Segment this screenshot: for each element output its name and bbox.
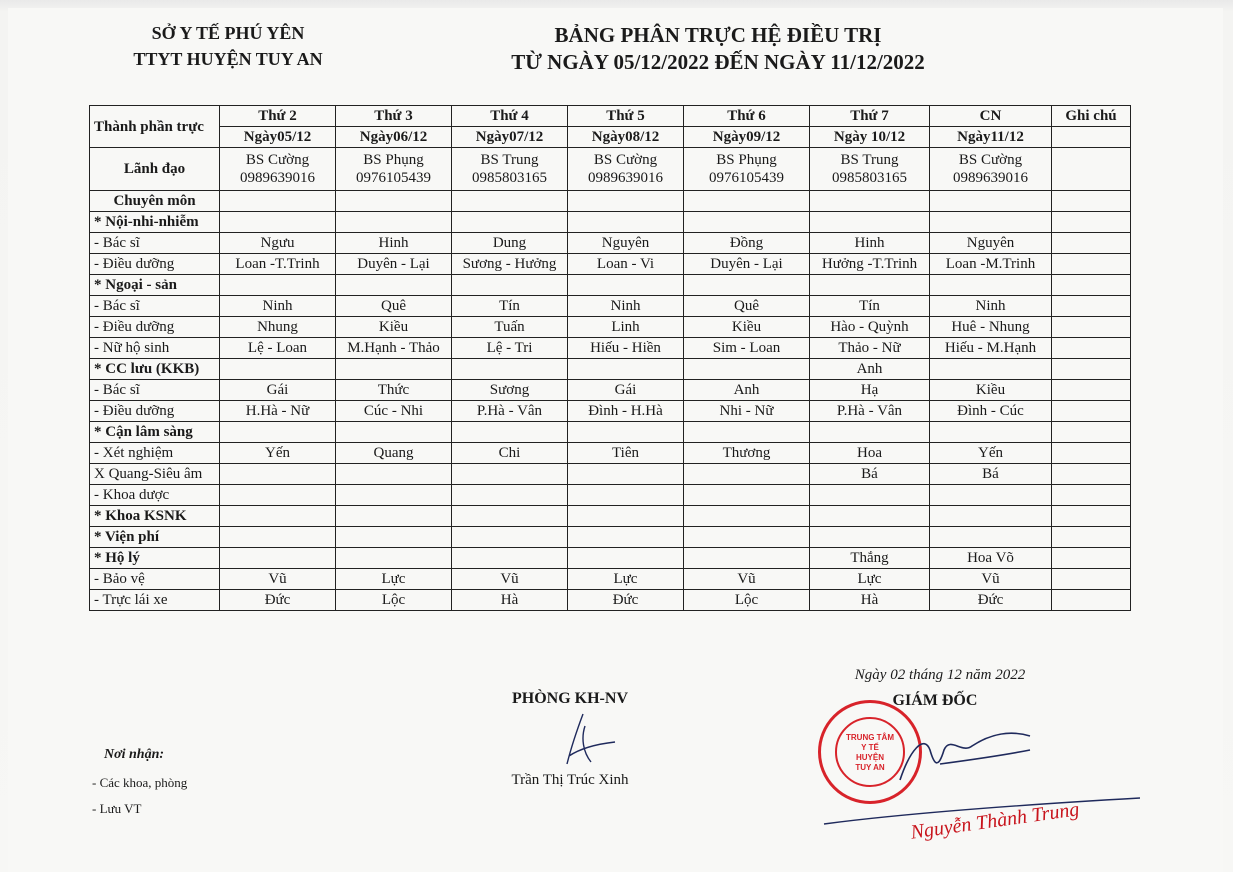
recipient-item: - Lưu VT [92,801,142,816]
duty-cell [684,527,810,548]
table-row [90,590,1131,611]
duty-cell [930,527,1052,548]
duty-cell [684,191,810,212]
duty-cell [930,275,1052,296]
seal-inner: TRUNG TÂM Y TẾ HUYỆN TUY AN [835,717,905,787]
duty-cell [568,191,684,212]
duty-cell [220,527,336,548]
leader-cell [684,148,810,191]
duty-cell [452,275,568,296]
row-label: - Điều dưỡng [90,401,220,422]
day-header: Thứ 5 [568,106,684,127]
duty-cell: Ninh [568,296,684,317]
duty-cell: Ninh [930,296,1052,317]
row-label: - Khoa dược [90,485,220,506]
duty-cell [452,485,568,506]
duty-cell: Anh [810,359,930,380]
duty-cell: Vũ [220,569,336,590]
notes-cell [1052,296,1131,317]
duty-cell: P.Hà - Vân [810,401,930,422]
duty-cell: Loan -T.Trinh [220,254,336,275]
table-row [90,212,1131,233]
table-row [90,254,1131,275]
duty-cell [684,359,810,380]
department-signer: Trần Thị Trúc Xinh [511,772,629,788]
duty-cell: Nguyên [930,233,1052,254]
duty-cell: Thắng [810,548,930,569]
table-row [90,191,1131,212]
leader-name: BS Cường [245,152,310,168]
duty-cell: Kiều [930,380,1052,401]
duty-cell [452,527,568,548]
duty-cell [336,506,452,527]
row-label: - Bác sĩ [90,233,220,254]
duty-cell [336,422,452,443]
row-label: * Ngoại - sản [90,275,220,296]
notes-cell [1052,127,1131,148]
duty-cell: Kiều [684,317,810,338]
duty-cell [684,485,810,506]
leader-phone: 0989639016 [953,170,1028,186]
duty-cell [220,212,336,233]
leader-phone: 0989639016 [588,170,663,186]
duty-cell [810,506,930,527]
duty-cell [336,275,452,296]
duty-cell: Lệ - Loan [220,338,336,359]
duty-cell [568,485,684,506]
duty-cell [220,485,336,506]
org-line-1: SỞ Y TẾ PHÚ YÊN [151,23,305,43]
date-header: Ngày 10/12 [810,127,930,148]
day-header: Thứ 7 [810,106,930,127]
duty-cell [336,548,452,569]
duty-cell [568,359,684,380]
duty-cell [220,275,336,296]
date-header: Ngày06/12 [336,127,452,148]
duty-cell: Vũ [452,569,568,590]
table-row [90,548,1131,569]
duty-cell: Kiều [336,317,452,338]
day-header: Thứ 6 [684,106,810,127]
duty-cell [684,548,810,569]
duty-cell: Vũ [930,569,1052,590]
notes-cell [1052,485,1131,506]
recipients-title: Nơi nhận: [104,747,165,762]
date-header: Ngày08/12 [568,127,684,148]
duty-cell: Hiếu - M.Hạnh [930,338,1052,359]
row-label: * CC lưu (KKB) [90,359,220,380]
duty-cell: Hà [810,590,930,611]
leader-cell [452,148,568,191]
notes-cell [1052,275,1131,296]
header-days-row [90,106,1131,127]
day-header: Thứ 2 [220,106,336,127]
duty-cell [930,191,1052,212]
date-header: Ngày09/12 [684,127,810,148]
table-row [90,485,1131,506]
duty-cell [220,191,336,212]
duty-cell: P.Hà - Vân [452,401,568,422]
duty-cell: Hinh [810,233,930,254]
duty-cell [810,191,930,212]
row-label: - Bác sĩ [90,296,220,317]
duty-cell [930,422,1052,443]
duty-cell: Gái [220,380,336,401]
duty-cell: Vũ [684,569,810,590]
duty-cell [930,212,1052,233]
notes-cell [1052,590,1131,611]
duty-cell: Cúc - Nhi [336,401,452,422]
duty-cell: Lực [336,569,452,590]
leader-name: BS Phụng [363,152,424,168]
duty-cell: Đức [568,590,684,611]
department-signature [555,708,665,770]
leader-phone: 0985803165 [832,170,907,186]
leader-phone: 0985803165 [472,170,547,186]
duty-cell [220,548,336,569]
table-row [90,527,1131,548]
duty-cell: Tiên [568,443,684,464]
duty-cell: Duyên - Lại [684,254,810,275]
duty-cell: Hà [452,590,568,611]
duty-cell [452,464,568,485]
notes-cell [1052,338,1131,359]
duty-cell: Đức [220,590,336,611]
document-title [468,22,968,76]
leader-row [90,148,1131,191]
corner-label: Thành phần trực [90,106,220,148]
notes-cell [1052,191,1131,212]
date-header: Ngày07/12 [452,127,568,148]
table-row [90,359,1131,380]
duty-cell: Hoa [810,443,930,464]
duty-cell [568,212,684,233]
leader-name: BS Phụng [716,152,777,168]
organization-header [108,20,348,72]
notes-cell [1052,464,1131,485]
duty-cell [930,485,1052,506]
duty-cell: Quê [684,296,810,317]
duty-cell [568,527,684,548]
duty-cell: Thương [684,443,810,464]
duty-cell [568,506,684,527]
duty-cell [452,359,568,380]
notes-header: Ghi chú [1052,106,1131,127]
duty-cell [930,359,1052,380]
duty-cell: Huê - Nhung [930,317,1052,338]
table-row [90,338,1131,359]
title-line-2: TỪ NGÀY 05/12/2022 ĐẾN NGÀY 11/12/2022 [511,50,925,74]
table-row [90,464,1131,485]
row-label: * Khoa KSNK [90,506,220,527]
row-label: - Nữ hộ sinh [90,338,220,359]
date-header: Ngày11/12 [930,127,1052,148]
recipient-item: - Các khoa, phòng [92,775,188,790]
row-label: * Nội-nhi-nhiễm [90,212,220,233]
duty-cell: Hạ [810,380,930,401]
notes-cell [1052,506,1131,527]
duty-cell: Đình - Cúc [930,401,1052,422]
notes-cell [1052,548,1131,569]
notes-cell [1052,443,1131,464]
notes-cell [1052,401,1131,422]
duty-cell: Nguyên [568,233,684,254]
director-signature [880,720,1040,800]
row-label: * Cận lâm sàng [90,422,220,443]
duty-cell: Đức [930,590,1052,611]
duty-cell: Hiếu - Hiền [568,338,684,359]
director-signer: Nguyễn Thành Trung [909,798,1081,844]
duty-cell [684,464,810,485]
duty-cell: Đồng [684,233,810,254]
duty-cell: Loan - Vi [568,254,684,275]
director-title: GIÁM ĐỐC [892,692,978,709]
duty-cell: Nhi - Nữ [684,401,810,422]
duty-cell: Ninh [220,296,336,317]
duty-cell: Ngưu [220,233,336,254]
leader-phone: 0976105439 [709,170,784,186]
table-row [90,380,1131,401]
leader-phone: 0976105439 [356,170,431,186]
duty-cell [336,464,452,485]
duty-schedule-table [89,105,1131,611]
row-label: Chuyên môn [90,191,220,212]
notes-cell [1052,212,1131,233]
duty-cell: Yến [220,443,336,464]
duty-cell [336,485,452,506]
duty-cell: Thức [336,380,452,401]
day-header: Thứ 3 [336,106,452,127]
leader-name: BS Cường [958,152,1023,168]
leader-cell [220,148,336,191]
duty-cell: Tín [810,296,930,317]
duty-cell [568,548,684,569]
title-line-1: BẢNG PHÂN TRỰC HỆ ĐIỀU TRỊ [554,23,882,47]
duty-cell: Gái [568,380,684,401]
duty-cell: Bá [930,464,1052,485]
duty-cell: Hoa Võ [930,548,1052,569]
duty-cell [220,464,336,485]
notes-cell [1052,422,1131,443]
notes-cell [1052,233,1131,254]
duty-cell: Hào - Quỳnh [810,317,930,338]
table-row [90,275,1131,296]
duty-cell [684,422,810,443]
duty-cell [810,527,930,548]
table-row [90,422,1131,443]
header-dates-row [90,127,1131,148]
duty-cell: Dung [452,233,568,254]
duty-cell: Sim - Loan [684,338,810,359]
duty-cell: Lộc [336,590,452,611]
notes-cell [1052,148,1131,191]
leader-phone: 0989639016 [240,170,315,186]
duty-cell [336,212,452,233]
notes-cell [1052,380,1131,401]
row-label: - Xét nghiệm [90,443,220,464]
duty-cell [810,422,930,443]
date-header: Ngày05/12 [220,127,336,148]
duty-cell: Lực [568,569,684,590]
duty-cell [568,464,684,485]
leader-cell [336,148,452,191]
notes-cell [1052,317,1131,338]
duty-cell: Lực [810,569,930,590]
duty-cell: Loan -M.Trinh [930,254,1052,275]
leader-name: BS Cường [593,152,658,168]
duty-cell [684,212,810,233]
table-row [90,233,1131,254]
notes-cell [1052,569,1131,590]
duty-cell: Linh [568,317,684,338]
duty-cell: Sương [452,380,568,401]
duty-cell [810,275,930,296]
leader-cell [810,148,930,191]
leader-name: BS Trung [480,152,539,168]
duty-cell: Lộc [684,590,810,611]
duty-cell: Hưởng -T.Trinh [810,254,930,275]
department-title: PHÒNG KH-NV [512,690,628,707]
table-row [90,569,1131,590]
duty-cell [336,359,452,380]
duty-cell: Duyên - Lại [336,254,452,275]
duty-cell [452,191,568,212]
leader-cell [930,148,1052,191]
table-row [90,443,1131,464]
duty-cell [810,485,930,506]
duty-cell: Bá [810,464,930,485]
duty-cell: Tín [452,296,568,317]
duty-cell [930,506,1052,527]
duty-cell [452,548,568,569]
row-label: - Trực lái xe [90,590,220,611]
leader-cell [568,148,684,191]
duty-cell [452,212,568,233]
duty-cell: Thảo - Nữ [810,338,930,359]
duty-cell: Tuấn [452,317,568,338]
duty-cell [568,275,684,296]
duty-cell: Đình - H.Hà [568,401,684,422]
leader-label: Lãnh đạo [90,148,220,191]
table-row [90,317,1131,338]
duty-cell: Quê [336,296,452,317]
day-header: CN [930,106,1052,127]
duty-cell [336,191,452,212]
row-label: * Hộ lý [90,548,220,569]
org-line-2: TTYT HUYỆN TUY AN [133,49,323,69]
duty-cell: Quang [336,443,452,464]
duty-cell: Hinh [336,233,452,254]
duty-cell [452,422,568,443]
duty-cell: Yến [930,443,1052,464]
duty-cell: Nhung [220,317,336,338]
notes-cell [1052,359,1131,380]
duty-cell [220,359,336,380]
duty-cell [684,275,810,296]
notes-cell [1052,254,1131,275]
notes-cell [1052,527,1131,548]
day-header: Thứ 4 [452,106,568,127]
duty-cell: Sương - Hưởng [452,254,568,275]
duty-cell [452,506,568,527]
duty-cell [684,506,810,527]
row-label: X Quang-Siêu âm [90,464,220,485]
row-label: - Bảo vệ [90,569,220,590]
duty-cell: Chi [452,443,568,464]
duty-cell [336,527,452,548]
table-row [90,401,1131,422]
leader-name: BS Trung [840,152,899,168]
duty-cell [568,422,684,443]
signing-date: Ngày 02 tháng 12 năm 2022 [854,667,1026,683]
row-label: * Viện phí [90,527,220,548]
row-label: - Điều dưỡng [90,317,220,338]
duty-cell: Lệ - Tri [452,338,568,359]
table-row [90,296,1131,317]
duty-cell [810,212,930,233]
duty-cell [220,506,336,527]
duty-cell: H.Hà - Nữ [220,401,336,422]
duty-cell [220,422,336,443]
row-label: - Bác sĩ [90,380,220,401]
row-label: - Điều dưỡng [90,254,220,275]
duty-cell: Anh [684,380,810,401]
table-row [90,506,1131,527]
duty-cell: M.Hạnh - Thảo [336,338,452,359]
